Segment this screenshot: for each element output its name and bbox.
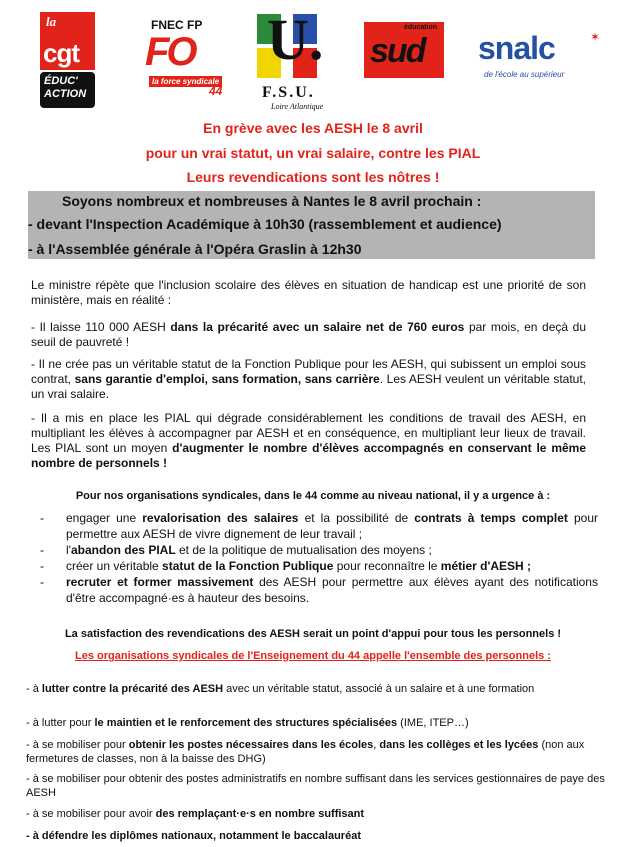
call-2-a: - à lutter pour bbox=[26, 717, 95, 729]
fo-logo bbox=[143, 18, 229, 98]
cgt-logo bbox=[40, 12, 95, 108]
fo-logo-tag: la force syndicale bbox=[149, 76, 222, 87]
cgt-logo-educ: ÉDUC' bbox=[44, 75, 78, 87]
urgency-3-d: métier d'AESH ; bbox=[440, 559, 532, 573]
snalc-logo bbox=[478, 30, 608, 90]
urgency-list bbox=[40, 510, 598, 606]
call-3-e: (non aux fermetures de classes, non à la baisse des DHG) bbox=[26, 739, 585, 765]
urgency-4-b: recruter et former massivement bbox=[66, 575, 254, 589]
urgency-1-d: contrats à temps complet bbox=[414, 511, 568, 525]
call-1-b: lutter contre la précarité des AESH bbox=[41, 683, 224, 695]
sud-logo-name: sud bbox=[370, 32, 425, 70]
call-item-5 bbox=[26, 807, 606, 821]
call-3-c: , bbox=[373, 739, 380, 751]
point-3-text-a: - Il a mis en place les PIAL qui dégrade considérablement les conditions de travail des AESH, en multipliant les élèves à accompagner par AESH et en conséquence, en multipliant leur lieux de travail. Les PIAL sont un moyen bbox=[31, 411, 586, 455]
list-item: - l'abandon des PIAL et de la politique de mutualisation des moyens ; bbox=[40, 543, 432, 557]
point-2-bold: sans garantie d'emploi, sans formation, sans carrière bbox=[74, 372, 380, 386]
cgt-logo-action: ACTION bbox=[44, 88, 87, 100]
list-item: - créer un véritable statut de la Fonction Publique pour reconnaître le métier d'AESH ; bbox=[40, 559, 532, 573]
urgency-3-a: créer un véritable bbox=[66, 559, 163, 573]
call-item-6 bbox=[26, 829, 606, 843]
point-2-text-a: - Il ne crée pas un véritable statut de la Fonction Publique pour les AESH, qui subissent un emploi sous contrat, bbox=[31, 357, 586, 386]
snalc-logo-name: snalc bbox=[478, 30, 555, 66]
fsu-logo-name: F.S.U. bbox=[262, 84, 315, 101]
point-1-text-a: - Il laisse 110 000 AESH bbox=[31, 320, 171, 334]
urgency-1-a: engager une bbox=[66, 511, 143, 525]
point-2-text-c: . Les AESH veulent un véritable statut, un vrai salaire. bbox=[31, 372, 586, 401]
point-1-bold: dans la précarité avec un salaire net de 760 euros bbox=[170, 320, 465, 334]
call-heading: Les organisations syndicales de l'Enseignement du 44 appelle l'ensemble des personnels : bbox=[75, 650, 551, 662]
call-5-b: des remplaçant·e·s en nombre suffisant bbox=[155, 808, 365, 820]
sud-logo-edu: éducation bbox=[404, 24, 438, 31]
headline-line-3: Leurs revendications sont les nôtres ! bbox=[186, 169, 440, 185]
call-1-c: avec un véritable statut, associé à un salaire et à une formation bbox=[223, 683, 535, 695]
call-3-a: - à se mobiliser pour bbox=[26, 739, 129, 751]
point-3-bold: d'augmenter le nombre d'élèves accompagnés en conservant le même nombre de personnels ! bbox=[31, 441, 586, 470]
call-item-1 bbox=[26, 682, 606, 696]
call-4-a: - à se mobiliser pour obtenir des postes administratifs en nombre suffisant dans les services gestionnaires de paye des AESH bbox=[26, 773, 605, 799]
urgency-3-b: statut de la Fonction Publique bbox=[162, 559, 334, 573]
cgt-logo-sub bbox=[40, 72, 95, 108]
point-1-text-c: par mois, en deçà du seuil de pauvreté ! bbox=[31, 320, 586, 349]
urgency-3-c: pour reconnaître le bbox=[333, 559, 441, 573]
urgency-2-c: et de la politique de mutualisation des moyens ; bbox=[175, 543, 432, 557]
star-icon: ✶ bbox=[590, 30, 601, 44]
point-2 bbox=[31, 357, 586, 402]
call-2-c: (IME, ITEP…) bbox=[397, 717, 469, 729]
call-item-3 bbox=[26, 738, 606, 766]
cgt-logo-name: cgt bbox=[43, 38, 79, 68]
fsu-logo-letter: U. bbox=[267, 7, 324, 72]
call-item-2 bbox=[26, 716, 606, 730]
headline-line-2: pour un vrai statut, un vrai salaire, contre les PIAL bbox=[145, 145, 481, 161]
snalc-logo-tag: de l'école au supérieur bbox=[484, 70, 565, 79]
headline-line-1: En grève avec les AESH le 8 avril bbox=[203, 120, 423, 136]
sud-logo bbox=[364, 22, 444, 78]
intro-paragraph: Le ministre répète que l'inclusion scolaire des élèves en situation de handicap est une priorité de son ministère, mais en réalité : bbox=[31, 278, 586, 307]
call-3-b: obtenir les postes nécessaires dans les écoles bbox=[128, 739, 374, 751]
satisfaction-line: La satisfaction des revendications des AESH serait un point d'appui pour tous les personnels ! bbox=[64, 628, 562, 640]
urgency-1-b: revalorisation des salaires bbox=[142, 511, 299, 525]
urgency-1-e: pour permettre aux AESH de vivre dignement de leur travail ; bbox=[66, 511, 599, 541]
point-1 bbox=[31, 320, 586, 350]
fsu-logo-sub: Loire Atlantique bbox=[271, 102, 324, 111]
urgency-1-c: et la possibilité de bbox=[298, 511, 415, 525]
call-5-a: - à se mobiliser pour avoir bbox=[26, 808, 156, 820]
urgency-heading: Pour nos organisations syndicales, dans le 44 comme au niveau national, il y a urgence à : bbox=[75, 490, 551, 502]
call-item-4 bbox=[26, 772, 606, 800]
fo-logo-number: 44 bbox=[209, 84, 223, 98]
fo-logo-name: FO bbox=[145, 30, 195, 74]
banner-line-1: Soyons nombreux et nombreuses à Nantes le 8 avril prochain : bbox=[62, 193, 482, 209]
call-2-b: le maintien et le renforcement des structures spécialisées bbox=[94, 717, 398, 729]
urgency-2-a: l' bbox=[66, 543, 71, 557]
call-6-b: - à défendre les diplômes nationaux, notamment le baccalauréat bbox=[26, 830, 361, 842]
cgt-logo-la: la bbox=[46, 14, 57, 29]
banner-line-3: - à l'Assemblée générale à l'Opéra Graslin à 12h30 bbox=[28, 241, 362, 257]
call-1-a: - à bbox=[26, 683, 42, 695]
rally-banner bbox=[28, 191, 595, 259]
fsu-logo bbox=[253, 7, 333, 114]
call-3-d: dans les collèges et les lycées bbox=[379, 739, 539, 751]
list-item: - recruter et former massivement des AESH pour permettre aux élèves ayant des notifications d'être accompagné·es à hauteur des besoins. bbox=[40, 575, 598, 605]
urgency-2-b: abandon des PIAL bbox=[70, 543, 176, 557]
banner-line-2: - devant l'Inspection Académique à 10h30 (rassemblement et audience) bbox=[28, 216, 502, 232]
point-3 bbox=[31, 411, 586, 471]
logo-row bbox=[0, 8, 626, 112]
urgency-4-c: des AESH pour permettre aux élèves ayant des notifications d'être accompagné·es à hauteur des besoins. bbox=[66, 575, 598, 605]
fo-logo-top: FNEC FP bbox=[151, 18, 203, 32]
list-item: - engager une revalorisation des salaires et la possibilité de contrats à temps complet pour permettre aux AESH de vivre dignement de leur travail ; bbox=[40, 511, 599, 541]
